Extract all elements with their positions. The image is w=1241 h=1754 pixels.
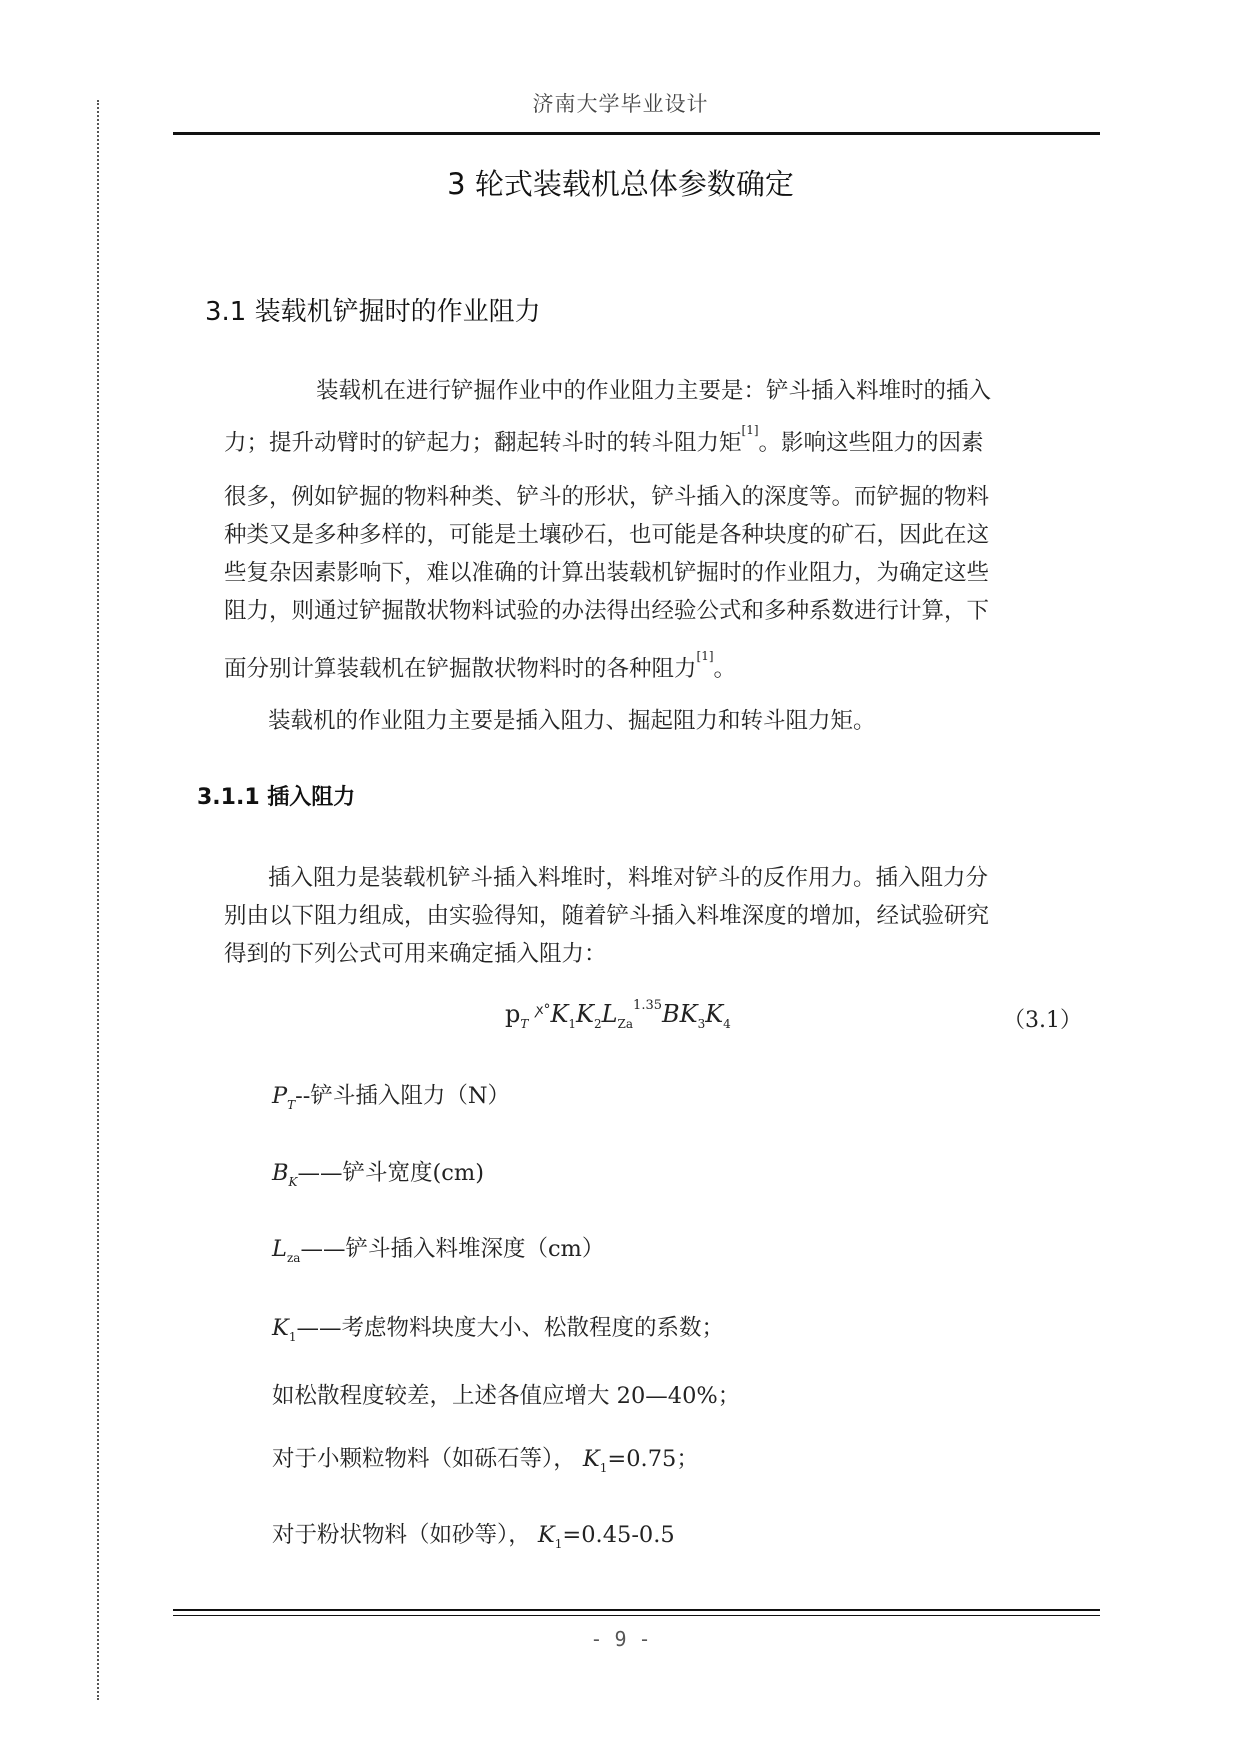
text-span: 。 [713,656,737,682]
eq-symbol: K [576,1000,594,1028]
def-text: ——铲斗插入料堆深度（cm） [300,1236,605,1262]
running-header: 济南大学毕业设计 [532,92,709,116]
def-symbol: K [582,1446,600,1472]
text-line: 些复杂因素影响下，难以准确的计算出装载机铲掘时的作业阻力，为确定这些 [224,560,990,586]
def-text: ——考虑物料块度大小、松散程度的系数； [296,1315,724,1341]
equation-3-1 [505,998,731,1031]
eq-subscript: 1 [568,1017,577,1031]
chapter-title: 3 轮式装载机总体参数确定 [447,167,794,201]
header-rule [173,132,1100,135]
definition-bk [272,1155,484,1187]
citation-ref: [1] [741,423,759,437]
eq-subscript: 3 [697,1017,706,1031]
equation-number: （3.1） [1003,1008,1082,1033]
binding-margin-line [97,100,99,1700]
def-text: ——铲斗宽度(cm) [297,1160,485,1186]
note-powder [272,1517,675,1549]
note-text: 对于粉状物料（如砂等）， [272,1522,531,1548]
citation-ref: [1] [696,649,714,663]
footer-rule [173,1615,1100,1616]
def-subscript: K [288,1175,298,1189]
definition-pt [272,1078,510,1110]
note-value: =0.75； [607,1446,699,1472]
text-span: 力；提升动臂时的铲起力；翻起转斗时的转斗阻力矩 [224,430,742,456]
text-line: 很多，例如铲掘的物料种类、铲斗的形状，铲斗插入的深度等。而铲掘的物料 [224,484,990,510]
text-line: 插入阻力是装载机铲斗插入料堆时，料堆对铲斗的反作用力。插入阻力分 [268,865,989,891]
def-symbol: P [272,1083,288,1109]
eq-symbol: K [705,1000,724,1028]
text-line [224,425,984,457]
eq-symbol: B [662,1000,680,1028]
eq-superscript: 1.35 [633,998,662,1013]
def-subscript: 1 [288,1330,297,1344]
text-line [224,651,736,683]
def-symbol: B [272,1160,289,1186]
eq-subscript: 4 [723,1017,731,1031]
eq-symbol: L [601,1000,618,1028]
text-line: 得到的下列公式可用来确定插入阻力： [224,941,607,967]
definition-lza [272,1231,604,1263]
text-span: 面分别计算装载机在铲掘散状物料时的各种阻力 [224,656,697,682]
text-line: 阻力，则通过铲掘散状物料试验的办法得出经验公式和多种系数进行计算，下 [224,598,990,624]
text-line: 装载机在进行铲掘作业中的作业阻力主要是：铲斗插入料堆时的插入 [316,378,992,404]
text-line: 别由以下阻力组成，由实验得知，随着铲斗插入料堆深度的增加，经试验研究 [224,903,990,929]
text-line: 种类又是多种多样的，可能是土壤砂石，也可能是各种块度的矿石，因此在这 [224,522,990,548]
section-heading: 3.1 装载机铲掘时的作业阻力 [205,297,541,327]
def-symbol: L [272,1236,287,1262]
eq-symbol: K [550,1000,569,1028]
page-number: - 9 - [590,1627,651,1651]
eq-symbol: K [679,1000,698,1028]
text-line: 装载机的作业阻力主要是插入阻力、掘起阻力和转斗阻力矩。 [268,708,876,734]
text-span: 。影响这些阻力的因素 [758,430,984,456]
def-subscript: T [287,1098,296,1112]
def-text: --铲斗插入阻力（N） [295,1083,511,1109]
def-symbol: K [272,1315,289,1341]
note-loose: 如松散程度较差，上述各值应增大 20—40%； [272,1383,741,1409]
note-small-particles [272,1441,699,1473]
def-subscript: 1 [554,1537,563,1551]
eq-symbol: p [505,1000,521,1028]
def-subscript: za [286,1251,301,1265]
note-value: =0.45-0.5 [562,1522,675,1548]
def-symbol: K [537,1522,555,1548]
eq-garbled-glyph: ꭗ° [536,1002,551,1018]
eq-subscript: 2 [593,1017,602,1031]
note-text: 对于小颗粒物料（如砾石等）， [272,1446,576,1472]
eq-subscript: Za [617,1017,634,1031]
def-subscript: 1 [599,1461,608,1475]
subsection-heading: 3.1.1 插入阻力 [197,785,356,810]
footer-rule [173,1609,1100,1611]
definition-k1 [272,1310,724,1342]
eq-subscript: T [520,1017,529,1031]
